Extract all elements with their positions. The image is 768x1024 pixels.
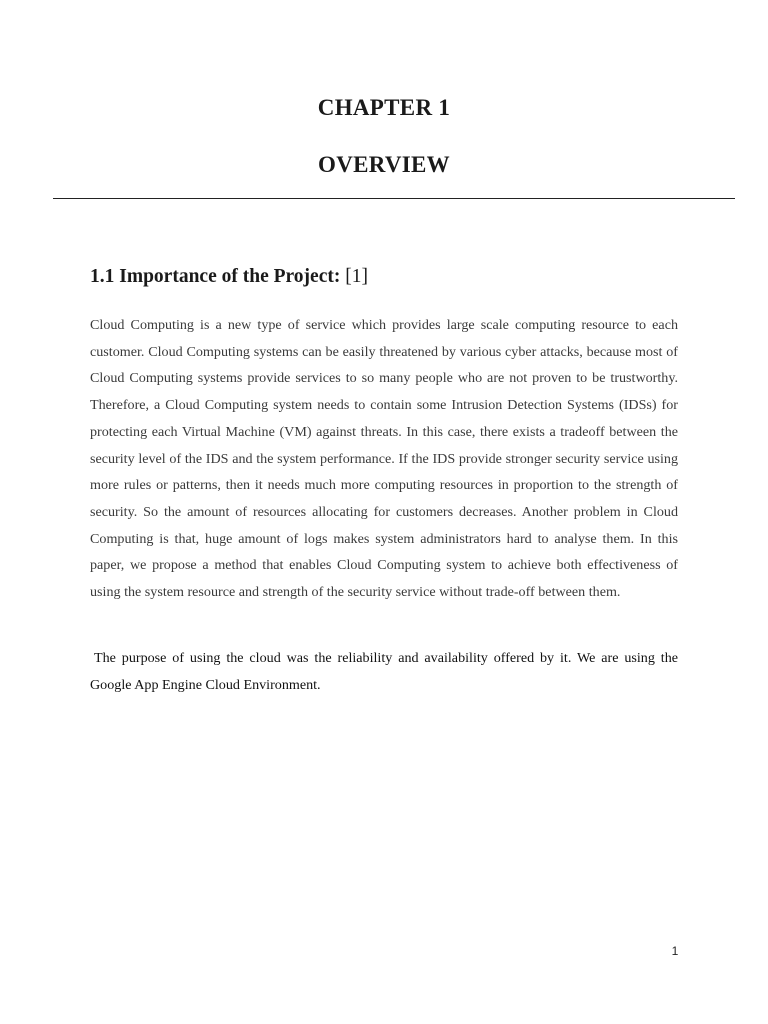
section-heading	[90, 263, 368, 291]
chapter-title: OVERVIEW	[318, 152, 450, 177]
section-title: 1.1 Importance of the Project:	[90, 266, 341, 287]
section-citation: [1]	[345, 266, 368, 287]
page-number: 1	[671, 944, 679, 958]
body-paragraph: Cloud Computing is a new type of service which provides large scale computing resource to each customer. Cloud Computing systems can be easily threatened by various cyber attacks, because most of Cloud Computing systems provide services to so many people who are not proven to be trustworthy. Therefore, a Cloud Computing system needs to contain some Intrusion Detection Systems (IDSs) for protecting each Virtual Machine (VM) against threats. In this case, there exists a tradeoff between the security level of the IDS and the system performance. If the IDS provide stronger security service using more rules or patterns, then it needs much more computing resources in proportion to the strength of security. So the amount of resources allocating for customers decreases. Another problem in Cloud Computing is that, huge amount of logs makes system administrators hard to analyse them. In this paper, we propose a method that enables Cloud Computing system to achieve both effectiveness of using the system resource and strength of the security service without trade-off between them.	[90, 317, 678, 601]
chapter-number: CHAPTER 1	[317, 95, 451, 120]
body-paragraph: The purpose of using the cloud was the reliability and availability offered by it. We are using the Google App Engine Cloud Environment.	[90, 650, 678, 693]
title-divider	[53, 198, 735, 199]
